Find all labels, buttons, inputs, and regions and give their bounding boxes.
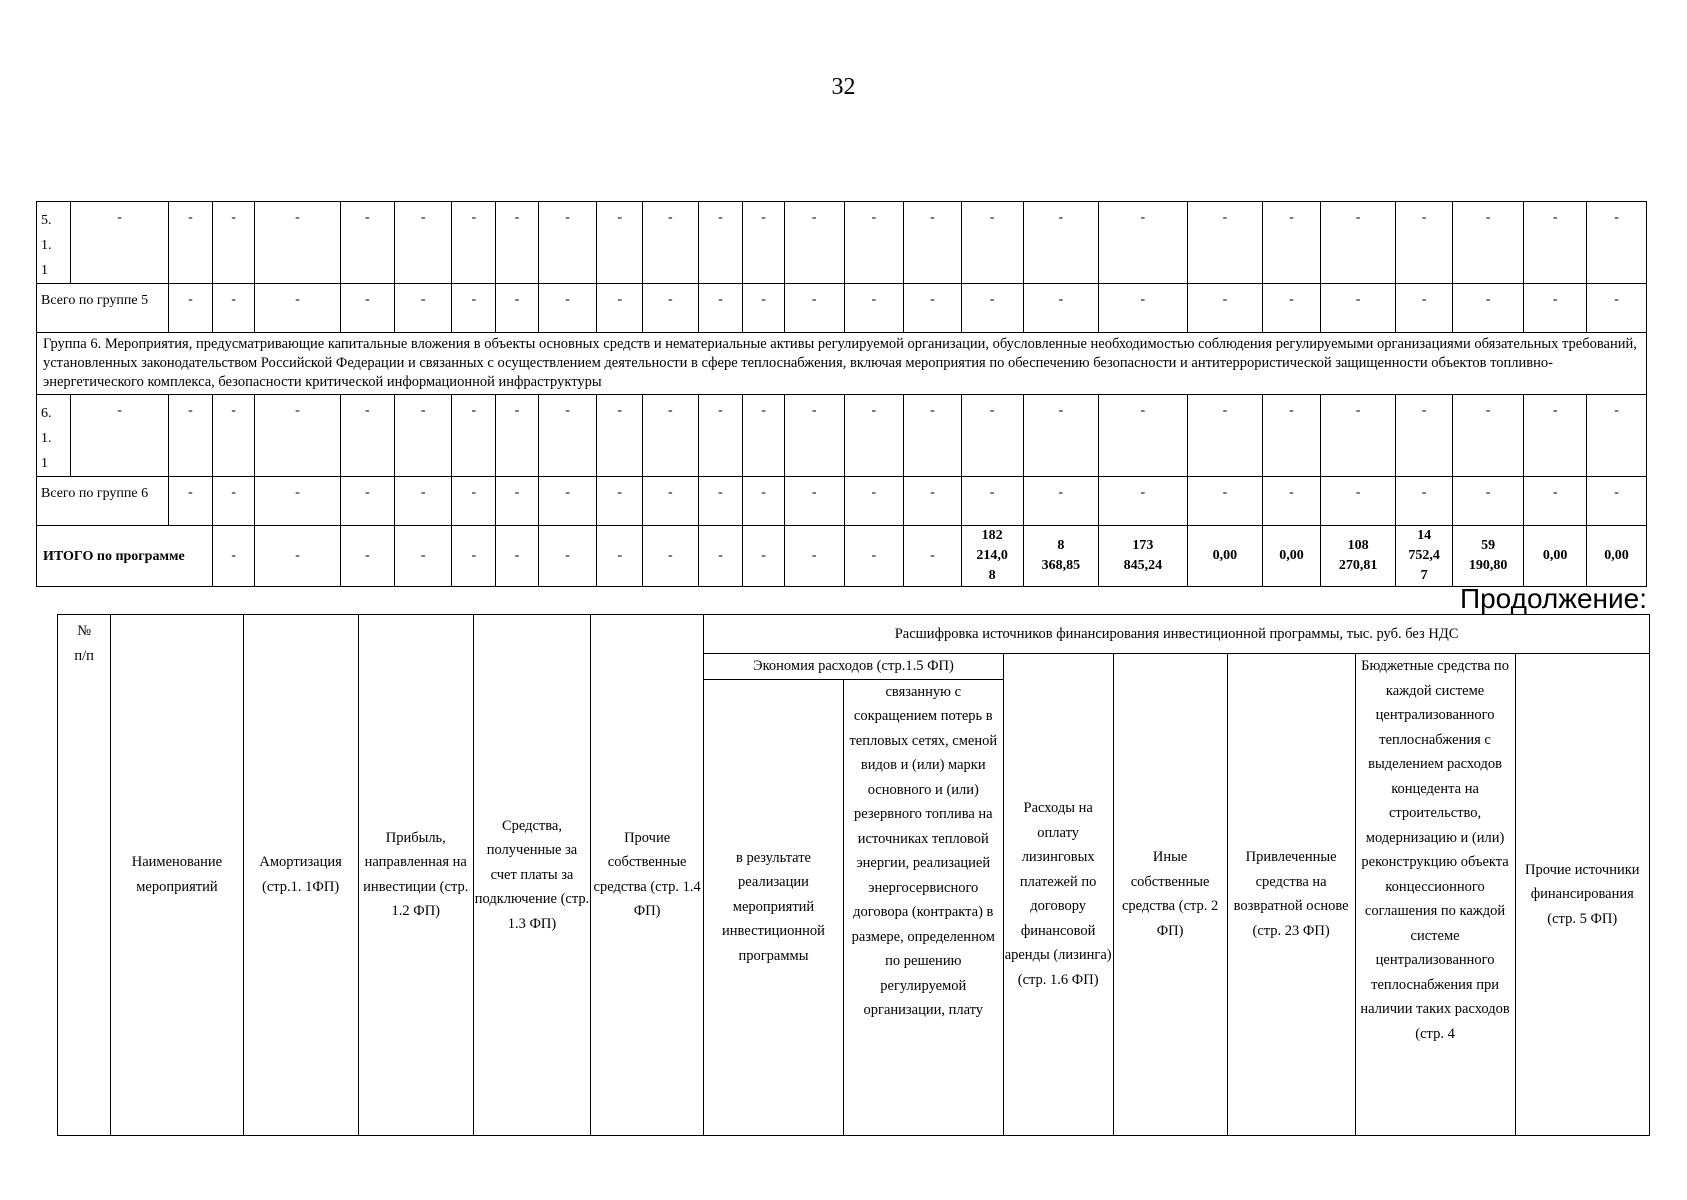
grand-total-value: 14 752,4 7	[1396, 526, 1452, 587]
dash-cell: -	[1524, 395, 1587, 477]
row-name: -	[71, 202, 169, 284]
row-name: -	[71, 395, 169, 477]
dash-cell: -	[844, 284, 904, 333]
dash-cell: -	[1524, 284, 1587, 333]
dash-cell: -	[1320, 202, 1396, 284]
dash-cell: -	[169, 202, 213, 284]
dash-cell: -	[1099, 284, 1187, 333]
dash-cell: -	[1099, 202, 1187, 284]
dash-cell: -	[1320, 477, 1396, 526]
table-row	[37, 477, 1647, 526]
table-row	[37, 284, 1647, 333]
dash-cell: -	[169, 477, 213, 526]
dash-cell: -	[844, 395, 904, 477]
dash-cell: -	[1023, 284, 1099, 333]
table-row	[37, 202, 1647, 284]
dash-cell: -	[1396, 284, 1452, 333]
dash-cell: -	[1524, 477, 1587, 526]
dash-cell: -	[538, 284, 597, 333]
dash-cell: -	[904, 395, 962, 477]
sources-header: Расшифровка источников финансирования инвестиционной программы, тыс. руб. без НДС	[704, 615, 1650, 654]
dash-cell: -	[904, 284, 962, 333]
dash-cell: -	[904, 526, 962, 587]
grand-total-row	[37, 526, 1647, 587]
dash-cell: -	[538, 477, 597, 526]
table-row	[37, 333, 1647, 395]
grand-total-value: 0,00	[1524, 526, 1587, 587]
table-row	[37, 395, 1647, 477]
summary-table	[36, 201, 1647, 587]
dash-cell: -	[743, 477, 785, 526]
dash-cell: -	[698, 395, 743, 477]
dash-cell: -	[1320, 395, 1396, 477]
group-6-title: Группа 6. Мероприятия, предусматривающие капитальные вложения в объекты основных средств и нематериальные активы регулируемой организации, обусловленные необходимостью соблюдения регулируемыми организациями обязательных требований, установленных законодательством Российской Федерации и связанных с осуществлением деятельности в сфере теплоснабжения, включая мероприятия по обеспечению безопасности и антитеррористической защищенности объектов топливно-энергетического комплекса, безопасности критической информационной инфраструктуры	[37, 333, 1647, 395]
dash-cell: -	[784, 477, 844, 526]
dash-cell: -	[496, 284, 539, 333]
dash-cell: -	[255, 395, 340, 477]
dash-cell: -	[961, 202, 1023, 284]
dash-cell: -	[1187, 284, 1263, 333]
dash-cell: -	[784, 395, 844, 477]
grand-total-value: 108 270,81	[1320, 526, 1396, 587]
dash-cell: -	[255, 202, 340, 284]
dash-cell: -	[538, 395, 597, 477]
dash-cell: -	[452, 477, 496, 526]
dash-cell: -	[1452, 202, 1523, 284]
dash-cell: -	[844, 526, 904, 587]
dash-cell: -	[1263, 284, 1321, 333]
row-label: Всего по группе 6	[37, 477, 169, 526]
dash-cell: -	[394, 284, 452, 333]
dash-cell: -	[394, 395, 452, 477]
dash-cell: -	[784, 526, 844, 587]
dash-cell: -	[1396, 477, 1452, 526]
dash-cell: -	[844, 202, 904, 284]
col-profit-header: Прибыль, направленная на инвестиции (стр. 1.2 ФП)	[358, 615, 473, 1136]
dash-cell: -	[1187, 395, 1263, 477]
dash-cell: -	[1263, 395, 1321, 477]
dash-cell: -	[496, 526, 539, 587]
dash-cell: -	[452, 202, 496, 284]
dash-cell: -	[1263, 202, 1321, 284]
dash-cell: -	[743, 202, 785, 284]
dash-cell: -	[643, 477, 698, 526]
grand-total-value: 0,00	[1587, 526, 1647, 587]
dash-cell: -	[1396, 202, 1452, 284]
dash-cell: -	[643, 284, 698, 333]
col-borrowed-header: Привлеченные средства на возвратной основе (стр. 23 ФП)	[1227, 654, 1355, 1136]
dash-cell: -	[1452, 477, 1523, 526]
dash-cell: -	[255, 477, 340, 526]
row-number: 6. 1. 1	[37, 395, 71, 477]
dash-cell: -	[212, 202, 255, 284]
dash-cell: -	[340, 526, 394, 587]
dash-cell: -	[1396, 395, 1452, 477]
col-name-header: Наименование мероприятий	[111, 615, 243, 1136]
dash-cell: -	[340, 284, 394, 333]
dash-cell: -	[961, 395, 1023, 477]
dash-cell: -	[1452, 395, 1523, 477]
dash-cell: -	[961, 477, 1023, 526]
col-other-sources-header: Прочие источники финансирования (стр. 5 ФП)	[1515, 654, 1649, 1136]
dash-cell: -	[698, 284, 743, 333]
dash-cell: -	[452, 284, 496, 333]
col-savings-program-header: в результате реализации мероприятий инвестиционной программы	[704, 679, 844, 1135]
dash-cell: -	[597, 284, 643, 333]
col-leasing-header: Расходы на оплату лизинговых платежей по договору финансовой аренды (лизинга) (стр. 1.6 ФП)	[1003, 654, 1113, 1136]
col-connection-header: Средства, полученные за счет платы за подключение (стр. 1.3 ФП)	[473, 615, 590, 1136]
dash-cell: -	[597, 477, 643, 526]
savings-header: Экономия расходов (стр.1.5 ФП)	[704, 654, 1004, 680]
dash-cell: -	[1187, 477, 1263, 526]
dash-cell: -	[255, 526, 340, 587]
dash-cell: -	[698, 202, 743, 284]
dash-cell: -	[743, 526, 785, 587]
dash-cell: -	[643, 202, 698, 284]
dash-cell: -	[1587, 477, 1647, 526]
grand-total-value: 59 190,80	[1452, 526, 1523, 587]
grand-total-value: 182 214,0 8	[961, 526, 1023, 587]
dash-cell: -	[538, 202, 597, 284]
dash-cell: -	[1452, 284, 1523, 333]
dash-cell: -	[597, 202, 643, 284]
dash-cell: -	[1023, 477, 1099, 526]
dash-cell: -	[496, 477, 539, 526]
grand-total-label: ИТОГО по программе	[37, 526, 213, 587]
dash-cell: -	[255, 284, 340, 333]
dash-cell: -	[1587, 202, 1647, 284]
dash-cell: -	[538, 526, 597, 587]
grand-total-value: 173 845,24	[1099, 526, 1187, 587]
col-budget-header: Бюджетные средства по каждой системе централизованного теплоснабжения с выделением расходов концедента на строительство, модернизацию и (или) реконструкцию объекта концессионного соглашения по каждой системе централизованного теплоснабжения при наличии таких расходов (стр. 4	[1355, 654, 1515, 1136]
dash-cell: -	[394, 477, 452, 526]
dash-cell: -	[904, 202, 962, 284]
dash-cell: -	[452, 526, 496, 587]
dash-cell: -	[597, 395, 643, 477]
dash-cell: -	[1587, 395, 1647, 477]
dash-cell: -	[394, 202, 452, 284]
dash-cell: -	[1099, 395, 1187, 477]
dash-cell: -	[784, 202, 844, 284]
dash-cell: -	[1524, 202, 1587, 284]
row-number: 5. 1. 1	[37, 202, 71, 284]
dash-cell: -	[394, 526, 452, 587]
dash-cell: -	[340, 477, 394, 526]
dash-cell: -	[784, 284, 844, 333]
col-amortization-header: Амортизация (стр.1. 1ФП)	[243, 615, 358, 1136]
dash-cell: -	[212, 395, 255, 477]
dash-cell: -	[1187, 202, 1263, 284]
grand-total-value: 8 368,85	[1023, 526, 1099, 587]
dash-cell: -	[496, 395, 539, 477]
dash-cell: -	[212, 526, 255, 587]
dash-cell: -	[743, 284, 785, 333]
header-table	[57, 614, 1650, 1136]
dash-cell: -	[212, 477, 255, 526]
col-number-header: № п/п	[58, 615, 111, 1136]
dash-cell: -	[904, 477, 962, 526]
dash-cell: -	[1263, 477, 1321, 526]
dash-cell: -	[743, 395, 785, 477]
dash-cell: -	[340, 395, 394, 477]
grand-total-value: 0,00	[1187, 526, 1263, 587]
dash-cell: -	[961, 284, 1023, 333]
dash-cell: -	[597, 526, 643, 587]
dash-cell: -	[340, 202, 394, 284]
dash-cell: -	[698, 477, 743, 526]
col-other-funds-header: Иные собственные средства (стр. 2 ФП)	[1113, 654, 1227, 1136]
dash-cell: -	[1320, 284, 1396, 333]
dash-cell: -	[452, 395, 496, 477]
dash-cell: -	[169, 395, 213, 477]
dash-cell: -	[212, 284, 255, 333]
col-savings-losses-header: связанную с сокращением потерь в тепловых сетях, сменой видов и (или) марки основного и (или) резервного топлива на источниках тепловой энергии, реализацией энергосервисного договора (контракта) в размере, определенном по решению регулируемой организации, плату	[843, 679, 1003, 1135]
page-number: 32	[831, 74, 856, 100]
dash-cell: -	[1587, 284, 1647, 333]
grand-total-value: 0,00	[1263, 526, 1321, 587]
dash-cell: -	[844, 477, 904, 526]
dash-cell: -	[698, 526, 743, 587]
col-other-own-header: Прочие собственные средства (стр. 1.4 ФП)	[591, 615, 704, 1136]
dash-cell: -	[643, 395, 698, 477]
dash-cell: -	[169, 284, 213, 333]
dash-cell: -	[1023, 202, 1099, 284]
continuation-label: Продолжение:	[1459, 583, 1647, 614]
row-label: Всего по группе 5	[37, 284, 169, 333]
dash-cell: -	[496, 202, 539, 284]
dash-cell: -	[1023, 395, 1099, 477]
dash-cell: -	[643, 526, 698, 587]
dash-cell: -	[1099, 477, 1187, 526]
